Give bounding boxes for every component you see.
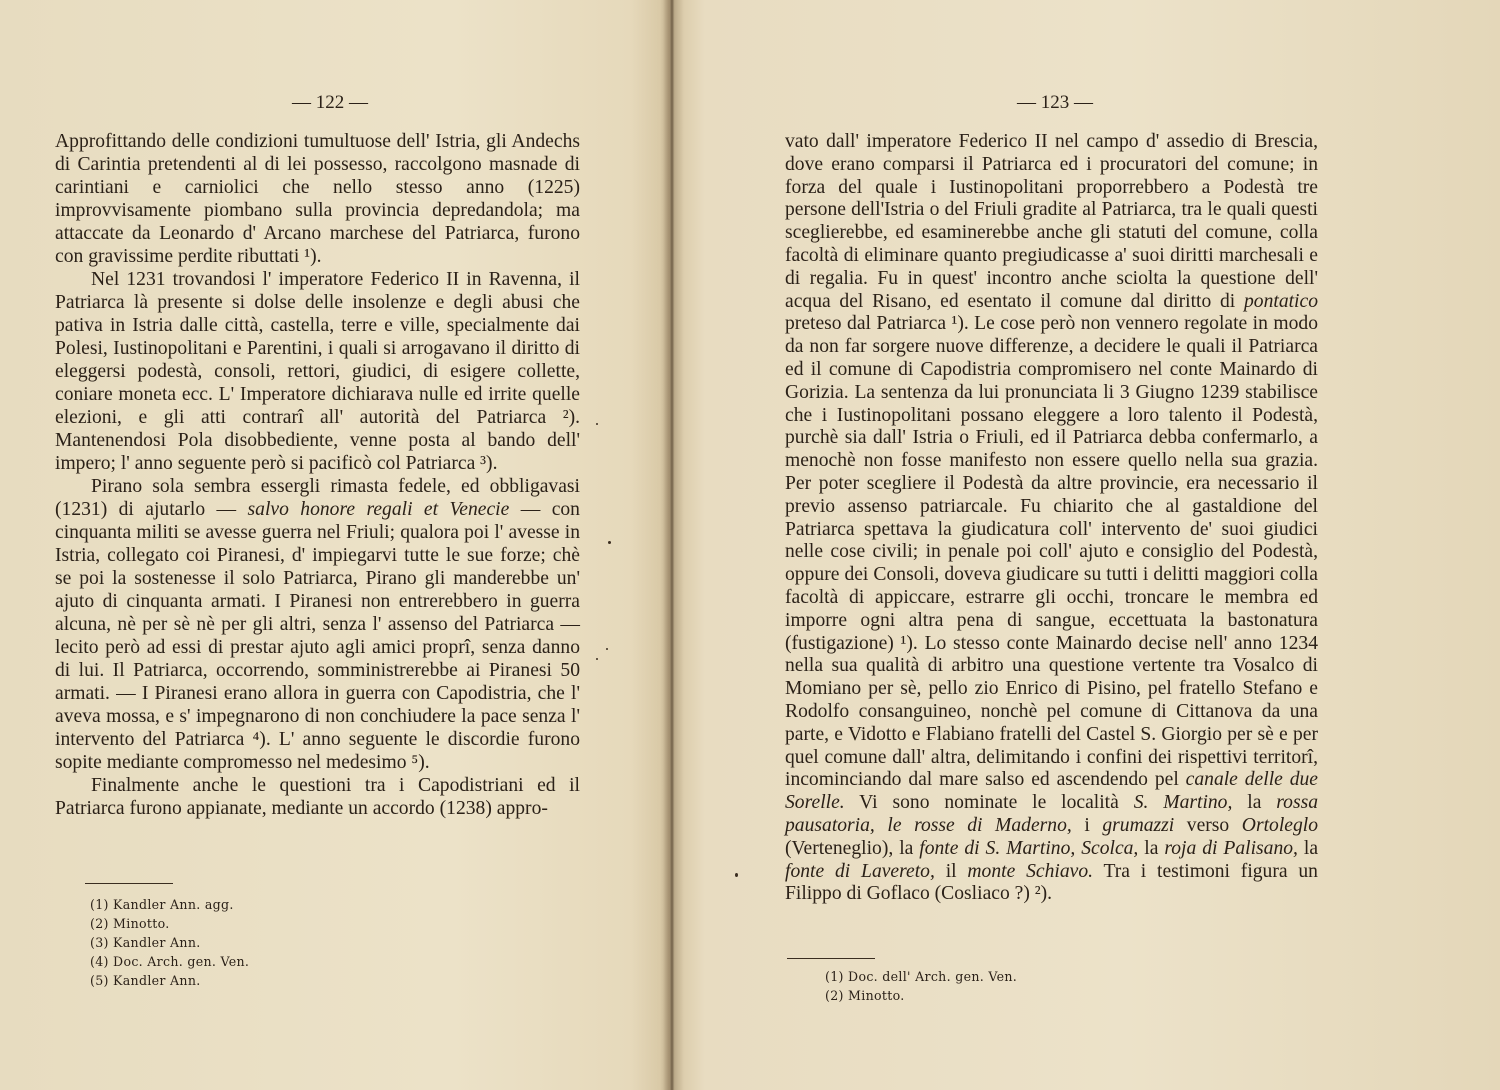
text-run: Approfittando delle condizioni tumultuose dell' Istria, gli Andechs di Carintia pretendenti al di lei possesso, raccolgono masnade di carintiani e carniolici che nello stesso anno (1225) improvvisamente piombano sulla provincia depredandola; ma attaccate da Leonardo d' Arcano marchese del Patriarca, furono con gravissime perdite ributtati ¹). [55,131,580,267]
italic-text: monte Schiavo. [967,860,1094,882]
footnote: (2) Minotto. [90,916,170,931]
text-run: — con cinquanta militi se avesse guerra nel Friuli; qualora poi l' avesse in Istria, collegato coi Piranesi, d' impiegarvi tutte le sue forze; chè se poi la sostenesse il solo Patriarca, Pirano gli manderebbe un' ajuto di cinquanta armati. I Piranesi non entrerebbero in guerra alcuna, nè per sè nè per gli altri, senza l' assenso del Patriarca — lecito però ad essi di prestar ajuto agli amici proprî, senza danno di lui. Il Patriarca, occorrendo, somministrerebbe ai Piranesi 50 armati. — I Piranesi erano allora in guerra con Capodistria, che l' aveva mossa, e s' impegnarono di non conchiudere la pace senza l' intervento del Patriarca ⁴). L' anno seguente le discordie furono sopite mediante compromesso nel medesimo ⁵). [55,499,580,773]
text-run: la [1297,837,1319,859]
text-run: Tra i testimoni figura un Filippo di Goflaco (Cosliaco ?) ²). [785,860,1318,905]
page-body [55,130,580,820]
text-run: la [1138,837,1165,859]
paragraph [55,475,580,774]
right-page [755,0,1355,1090]
paragraph [785,131,1318,906]
footnote-rule [787,958,875,959]
paragraph [55,774,580,820]
book-gutter [660,0,684,1090]
page-number: — 122 — [292,92,368,113]
paragraph [55,130,580,268]
italic-text: rossa pausatoria, le rosse di Maderno, [785,792,1319,836]
footnote: (1) Kandler Ann. agg. [90,897,234,912]
italic-text: fonte di S. Martino, Scolca, [919,837,1139,859]
italic-text: Ortoleglo [1241,814,1318,836]
footnote: (2) Minotto. [825,988,905,1003]
paper-speck [596,658,598,660]
italic-text: fonte di Lavereto, [785,860,935,882]
italic-text: salvo honore regali et Venecie [247,499,510,520]
footnote: (3) Kandler Ann. [90,935,201,950]
text-run: i [1071,814,1103,836]
paper-speck [606,648,608,650]
text-run: preteso dal Patriarca ¹). Le cose però non vennero regolate in modo da non far sorgere nuove differenze, a decidere le quali il Patriarca ed il comune di Capodistria compromisero nel conte Mainardo di Gorizia. La sentenza da lui pronunciata li 3 Giugno 1239 stabilisce che i Iustinopolitani possano eleggere a loro talento il Podestà, purchè sia dall' Istria o Friuli, ed il Patriarca debba confermarlo, a menochè non fosse manifesto non essere quello nella sua grazia. Per poter scegliere il Podestà da altre provincie, era necessario il previo assenso patriarcale. Fu chiarito che al gastaldione del Patriarca spettava la giudicatura coll' intervento de' suoi giudici nelle cose civili; in penale poi coll' ajuto e consiglio del Podestà, oppure dei Consoli, doveva giudicare su tutti i delitti maggiori colla facoltà di appiccare, estrarre gli occhi, troncare le membra ed imporre ogni altra pena di sangue, eccettuata la bastonatura (fustigazione) ¹). Lo stesso conte Mainardo decise nell' anno 1234 nella sua qualità di arbitro una questione vertente tra Vosalco di Momiano per sè, pello zio Enrico di Pisino, pel fratello Stefano e Rodolfo consanguineo, nonchè pel comune di Cittanova da una parte, e Vidotto e Flabiano fratelli del Castel S. Giorgio per sè e per quel comune dall' altra, delimitando i confini dei rispettivi territorî, incominciando dal mare salso ed ascendendo pel [785,313,1318,791]
text-run: (Verteneglio), la [785,837,920,859]
italic-text: pontatico [1243,290,1318,312]
text-run: la [1232,792,1277,814]
text-run: vato dall' imperatore Federico II nel campo d' assedio di Brescia, dove erano comparsi il Patriarca ed i procuratori del comune; in forza del quale i Iustinopolitani proporrebbero a Podestà tre persone dell'Istria o del Friuli gradite al Patriarca, tra le quali questi sceglierebbe, ed esaminerebbe anche gli statuti del comune, colla facoltà di eliminare quanto pregiudicasse a' suoi diritti marchesali e di regalia. Fu in quest' incontro anche sciolta la questione dell' acqua del Risano, ed esentato il comune dal diritto di [785,131,1318,312]
paragraph [55,268,580,475]
footnotes [825,967,1017,1005]
text-run: Nel 1231 trovandosi l' imperatore Federico II in Ravenna, il Patriarca là presente si dolse delle insolenze e degli abusi che pativa in Istria dalle città, castella, terre e ville, specialmente dai Polesi, Iustinopolitani e Parentini, i quali si arrogavano il diritto di eleggersi podestà, consoli, rettori, giudici, di esigere collette, coniare moneta ecc. L' Imperatore dichiarava nulle ed irrite quelle elezioni, e gli atti contrarî all' autorità del Patriarca ²). Mantenendosi Pola disobbediente, venne posta al bando dell' impero; l' anno seguente però si pacificò col Patriarca ³). [55,269,580,474]
footnote-rule [85,883,173,884]
paper-speck [596,423,598,425]
paper-speck [735,873,738,877]
italic-text: roja di Palisano, [1164,837,1298,859]
text-run: verso [1174,814,1242,836]
text-run: Pirano sola sembra essergli rimasta fedele, ed obbligavasi (1231) di ajutarlo — [55,476,580,520]
paper-speck [608,541,611,544]
footnote: (1) Doc. dell' Arch. gen. Ven. [825,969,1018,984]
footnotes [90,895,249,990]
left-page [40,0,640,1090]
text-run: Vi sono nominate le località [844,792,1134,814]
page-number: — 123 — [1017,92,1093,113]
italic-text: S. Martino, [1133,792,1233,814]
text-run: Finalmente anche le questioni tra i Capodistriani ed il Patriarca furono appianate, mediante un accordo (1238) appro- [55,775,580,819]
text-run: il [934,860,968,882]
footnote: (5) Kandler Ann. [90,973,201,988]
italic-text: grumazzi [1102,814,1175,836]
italic-text: canale delle due Sorelle. [785,769,1318,814]
footnote: (4) Doc. Arch. gen. Ven. [90,954,250,969]
page-body [785,131,1318,906]
